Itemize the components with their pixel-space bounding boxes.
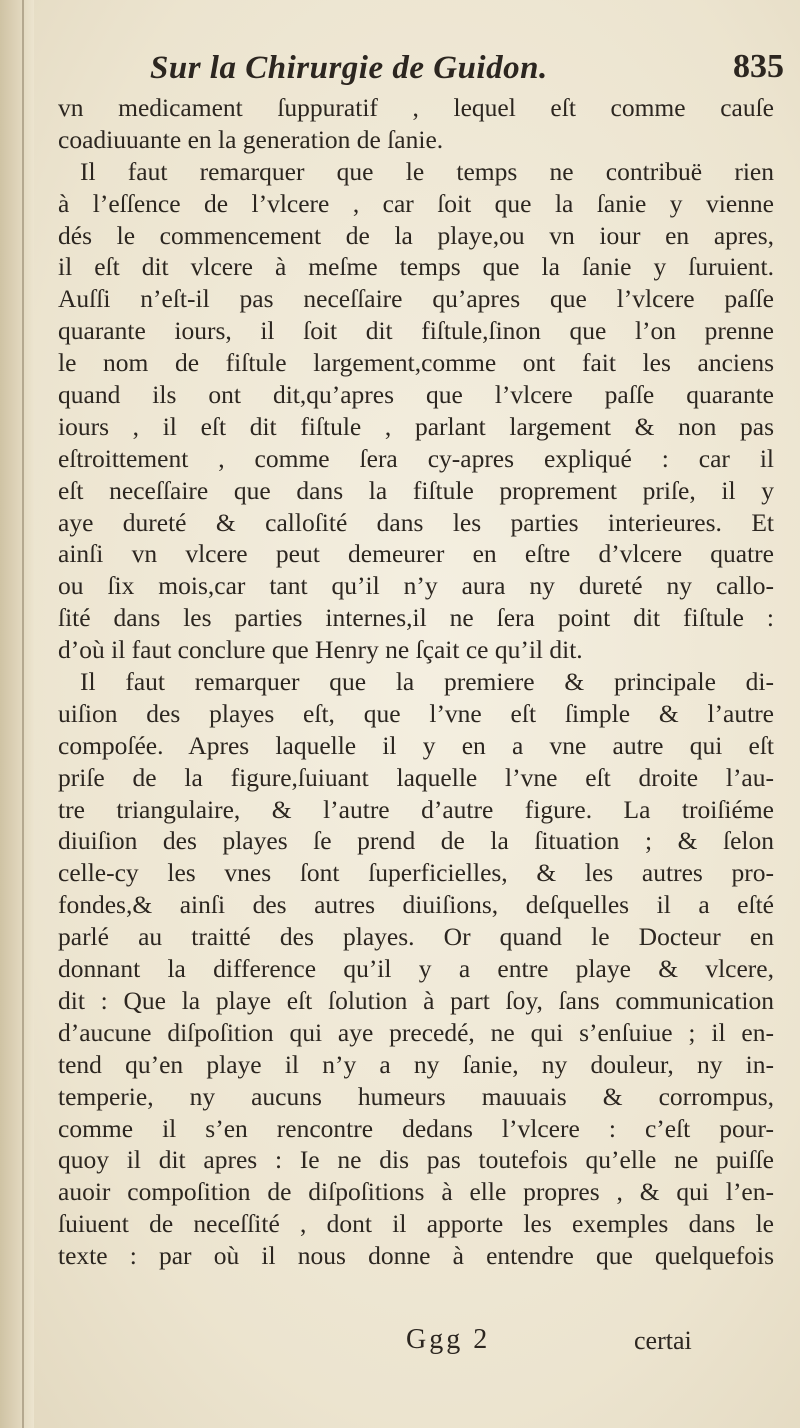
- catchword: certai: [634, 1326, 692, 1355]
- text-line: temperie, ny aucuns humeurs mauuais & corrompus,: [58, 1081, 774, 1111]
- text-line: iours , il eſt dit fiſtule , parlant largement & non pas: [58, 411, 774, 441]
- binding-edge: [22, 0, 24, 1428]
- text-line: Auſſi n’eſt-il pas neceſſaire qu’apres que l’vlcere paſſe: [58, 284, 774, 314]
- text-line: vn medicament ſuppuratif , lequel eſt comme cauſe: [58, 93, 774, 122]
- text-line: fondes,& ainſi des autres diuiſions, deſquelles il a eſté: [58, 890, 774, 920]
- running-title: Sur la Chirurgie de Guidon.: [150, 50, 548, 86]
- text-line: ou ſix mois,car tant qu’il n’y aura ny dureté ny callo-: [58, 571, 774, 601]
- text-line: à l’eſſence de l’vlcere , car ſoit que la ſanie y vienne: [58, 188, 774, 218]
- text-line: dés le commencement de la playe,ou vn iour en apres,: [58, 220, 774, 250]
- text-line: il eſt dit vlcere à meſme temps que la ſanie y ſuruient.: [58, 252, 774, 282]
- page-footer: [0, 1324, 800, 1364]
- text-line: quand ils ont dit,qu’apres que l’vlcere paſſe quarante: [58, 380, 774, 410]
- text-line: eſtroittement , comme ſera cy-apres expliqué : car il: [58, 443, 774, 473]
- text-line: dit : Que la playe eſt ſolution à part ſoy, ſans communication: [58, 985, 774, 1015]
- text-line: auoir compoſition de diſpoſitions à elle propres , & qui l’en-: [58, 1177, 774, 1207]
- text-line: ſité dans les parties internes,il ne ſera point dit fiſtule :: [58, 603, 774, 633]
- text-line: tend qu’en playe il n’y a ny ſanie, ny douleur, ny in-: [58, 1049, 774, 1079]
- signature-mark: Ggg 2: [406, 1324, 491, 1355]
- text-line: comme il s’en rencontre dedans l’vlcere : c’eſt pour-: [58, 1113, 774, 1143]
- text-line: d’où il faut conclure que Henry ne ſçait ce qu’il dit.: [58, 635, 583, 665]
- text-line: quarante iours, il ſoit dit fiſtule,ſinon que l’on prenne: [58, 316, 774, 346]
- page-header: [150, 48, 790, 96]
- text-line: Il faut remarquer que la premiere & principale di-: [80, 667, 774, 697]
- text-line: le nom de fiſtule largement,comme ont fait les anciens: [58, 348, 774, 378]
- text-line: priſe de la figure,ſuiuant laquelle l’vne eſt droite l’au-: [58, 762, 774, 792]
- text-line: Il faut remarquer que le temps ne contribuë rien: [80, 156, 774, 186]
- body-text: [58, 92, 774, 1272]
- text-line: diuiſion des playes ſe prend de la ſituation ; & ſelon: [58, 826, 774, 856]
- page-gutter: [0, 0, 34, 1428]
- text-line: compoſée. Apres laquelle il y en a vne autre qui eſt: [58, 730, 774, 760]
- text-line: aye dureté & calloſité dans les parties interieures. Et: [58, 507, 774, 537]
- text-line: d’aucune diſpoſition qui aye precedé, ne qui s’enſuiue ; il en-: [58, 1017, 774, 1047]
- text-line: ainſi vn vlcere peut demeurer en eſtre d’vlcere quatre: [58, 539, 774, 569]
- text-line: uiſion des playes eſt, que l’vne eſt ſimple & l’autre: [58, 698, 774, 728]
- text-line: eſt neceſſaire que dans la fiſtule proprement priſe, il y: [58, 475, 774, 505]
- text-line: ſuiuent de neceſſité , dont il apporte les exemples dans le: [58, 1209, 774, 1239]
- page-number: 835: [733, 48, 784, 85]
- text-line: tre triangulaire, & l’autre d’autre figure. La troiſiéme: [58, 794, 774, 824]
- text-line: quoy il dit apres : Ie ne dis pas toutefois qu’elle ne puiſſe: [58, 1145, 774, 1175]
- text-line: celle-cy les vnes ſont ſuperficielles, & les autres pro-: [58, 858, 774, 888]
- text-line: coadiuuante en la generation de ſanie.: [58, 124, 444, 154]
- text-line: texte : par où il nous donne à entendre que quelquefois: [58, 1241, 774, 1271]
- text-line: parlé au traitté des playes. Or quand le Docteur en: [58, 922, 774, 952]
- text-line: donnant la difference qu’il y a entre playe & vlcere,: [58, 954, 774, 984]
